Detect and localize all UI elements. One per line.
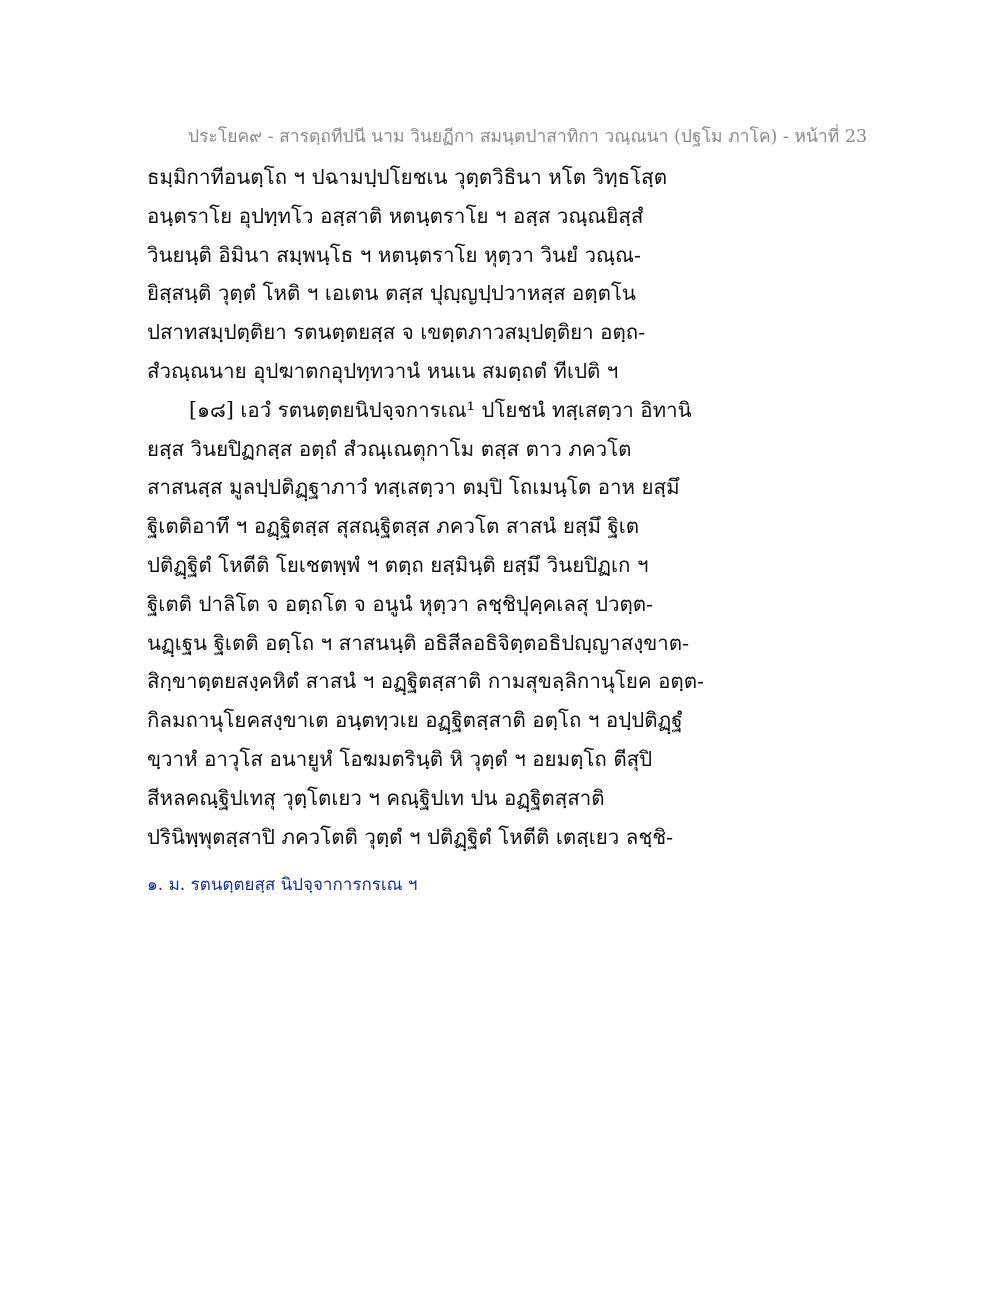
footnote: ๑. ม. รตนตฺตยสฺส นิปจฺจาการกรเณ ฯ [147,875,418,895]
text-line: กิลมถานุโยคสงฺขาเต อนฺตทฺวเย อฏฺฐิตสฺสาติ อตฺโถ ฯ อปฺปติฏฺฐํ [147,708,683,733]
text-line: นฏฺเฐน ฐิเตติ อตฺโถ ฯ สาสนนฺติ อธิสีลอธิจิตฺตอธิปญฺญาสงฺขาต- [147,630,689,655]
text-line: ธมฺมิกาทีอนตฺโถ ฯ ปฉามปฺปโยชเน วุตฺตวิธินา หโต วิทฺธโสฺต [147,165,668,189]
text-line: ขฺวาหํ อาวุโส อนายูหํ โอฆมตรินฺติ หิ วุตฺตํ ฯ อยมตฺโถ ตีสุปิ [147,746,653,771]
text-line: ปรินิพฺพุตสฺสาปิ ภควโตติ วุตฺตํ ฯ ปติฏฺฐิตํ โหตีติ เตสฺเยว ลชฺชิ- [147,824,674,849]
text-line: ยิสฺสนฺติ วุตฺตํ โหติ ฯ เอเตน ตสฺส ปุญฺญปฺปวาหสฺส อตฺตโน [147,281,636,306]
body-text [147,158,704,856]
text-line: วินยนฺติ อิมินา สมฺพนฺโธ ฯ หตนฺตราโย หุตฺวา วินยํ วณฺณ- [147,242,641,267]
text-line: อนฺตราโย อุปทฺทโว อสฺสาติ หตนฺตราโย ฯ อสฺส วณฺณยิสฺสํ [147,203,644,228]
text-line: ฐิเตติ ปาลิโต จ อตฺถโต จ อนูนํ หุตฺวา ลชฺชิปุคฺคเลสุ ปวตฺต- [147,591,654,616]
text-line: ยสฺส วินยปิฏกสฺส อตฺถํ สํวณฺเณตุกาโม ตสฺส ตาว ภควโต [147,436,632,461]
text-line: ปสาทสมฺปตฺติยา รตนตฺตยสฺส จ เขตฺตภาวสมฺปตฺติยา อตฺถ- [147,320,646,345]
text-line: สีหลคณฺฐิปเทสุ วุตฺโตเยว ฯ คณฺฐิปเท ปน อฏฺฐิตสฺสาติ [147,785,605,810]
text-line: ปติฏฺฐิตํ โหตีติ โยเชตพฺพํ ฯ ตตฺถ ยสฺมินฺติ ยสฺมึ วินยปิฏเก ฯ [147,552,649,577]
paragraph-start-line: [๑๘] เอวํ รตนตฺตยนิปจฺจการเณ¹ ปโยชนํ ทสฺเสตฺวา อิทานิ [189,397,692,422]
text-line: สิกฺขาตฺตยสงฺคหิตํ สาสนํ ฯ อฏฺฐิตสฺสาติ กามสุขลฺลิกานุโยค อตฺต- [147,669,704,694]
text-line: สาสนสฺส มูลปฺปติฏฺฐาภาวํ ทสฺเสตฺวา ตมฺปิ โถเมนฺโต อาห ยสฺมึ [147,475,680,500]
text-line: สํวณฺณนาย อุปฆาตกอุปทฺทวานํ หนเน สมตฺถตํ ทีเปติ ฯ [147,358,619,383]
page-header: ประโยค๙ - สารตฺถทีปนี นาม วินยฏีกา สมนฺตปาสาทิกา วณฺณนา (ปฐโม ภาโค) - หน้าที่ 23 [188,127,868,147]
text-line: ฐิเตติอาทึ ฯ อฏฺฐิตสฺส สุสณฺฐิตสฺส ภควโต สาสนํ ยสฺมึ ฐิเต [147,514,640,539]
